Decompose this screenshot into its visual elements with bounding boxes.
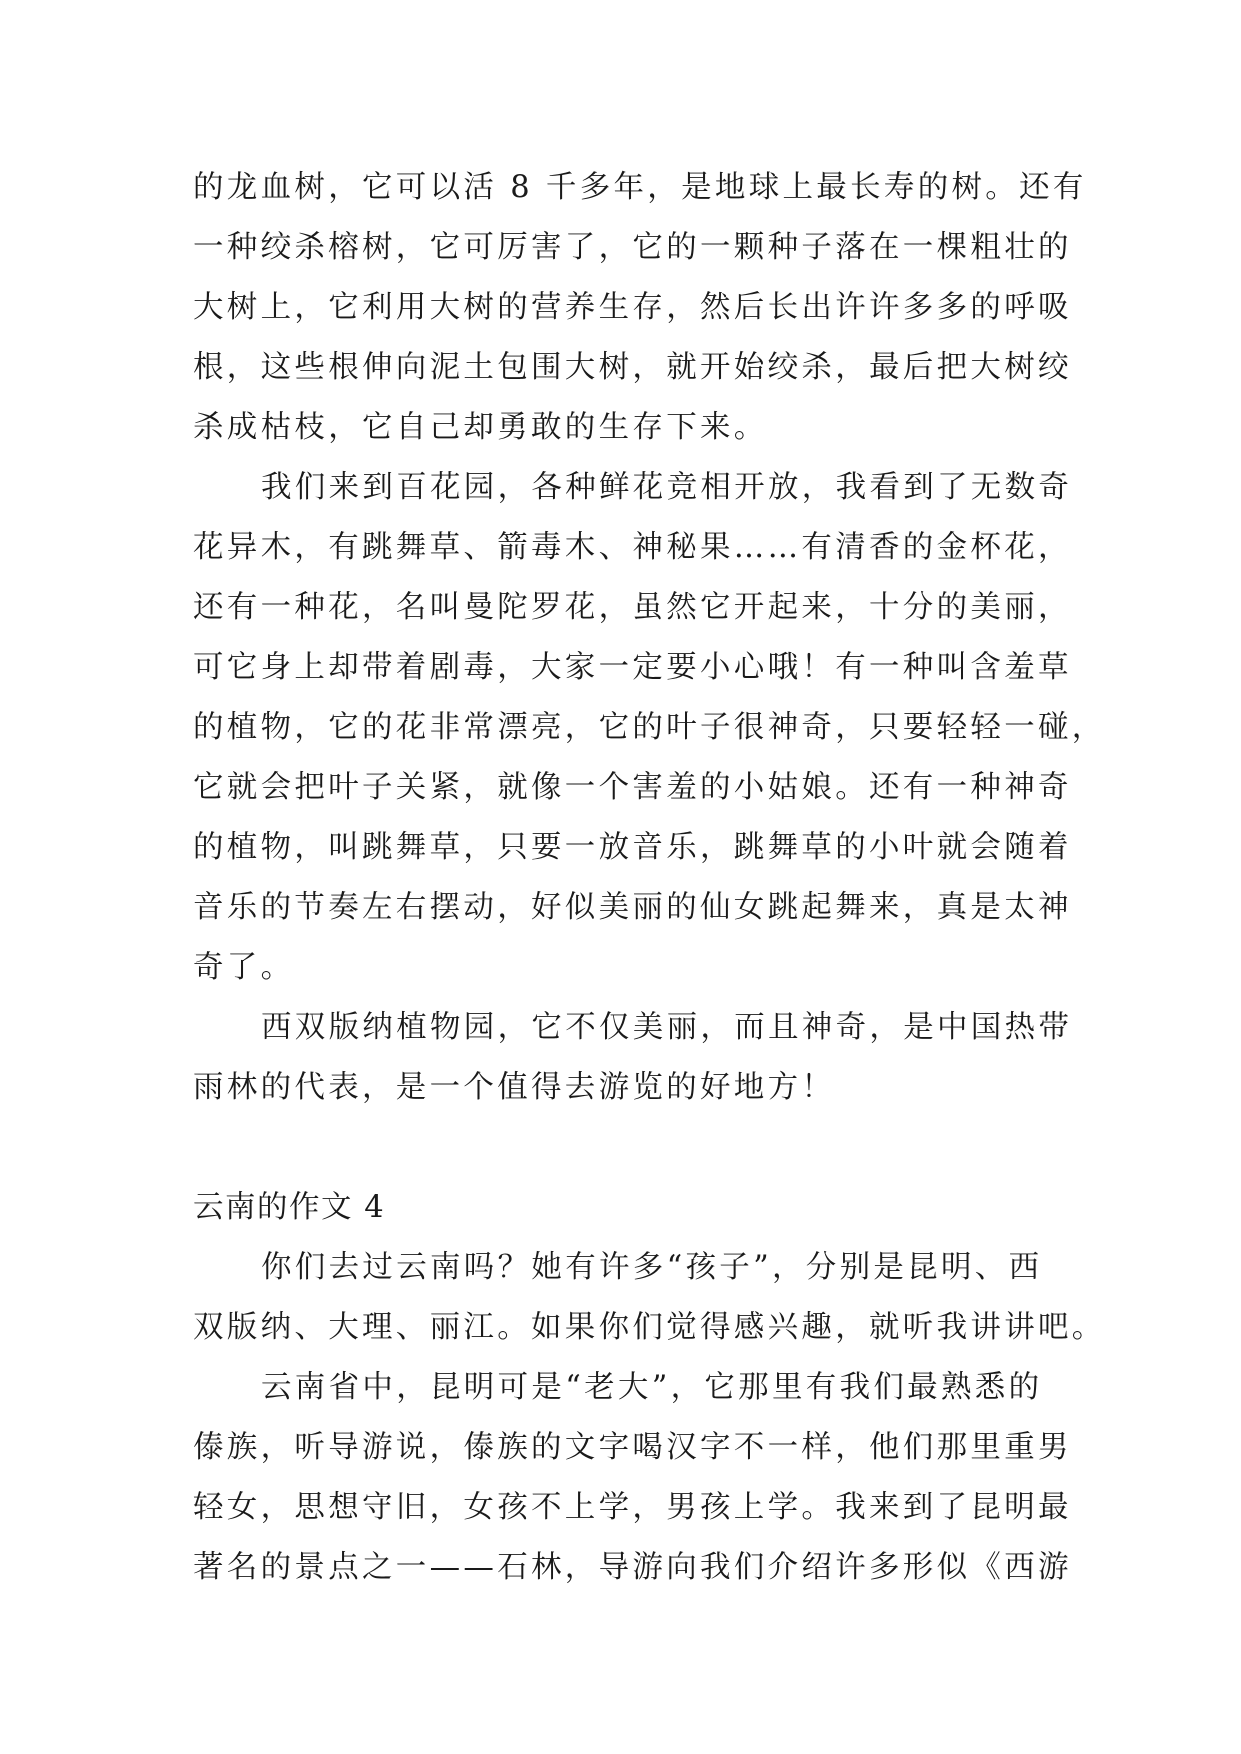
text-line: 音乐的节奏左右摆动，好似美丽的仙女跳起舞来，真是太神 [193, 890, 1072, 925]
text-line: 我们来到百花园，各种鲜花竞相开放，我看到了无数奇 [261, 470, 1073, 505]
text-line: 的龙血树，它可以活 8 千多年，是地球上最长寿的树。还有 [193, 170, 1087, 205]
text-line: 双版纳、大理、丽江。如果你们觉得感兴趣，就听我讲讲吧。 [193, 1310, 1106, 1345]
text-line: 西双版纳植物园，它不仅美丽，而且神奇，是中国热带 [261, 1010, 1073, 1045]
text-line: 花异木，有跳舞草、箭毒木、神秘果……有清香的金杯花， [193, 530, 1072, 565]
text-line: 雨林的代表，是一个值得去游览的好地方！ [193, 1070, 836, 1105]
document-body [193, 158, 1106, 1598]
text-line: 根，这些根伸向泥土包围大树，就开始绞杀，最后把大树绞 [193, 350, 1072, 385]
text-line: 杀成枯枝，它自己却勇敢的生存下来。 [193, 410, 768, 445]
text-line: 傣族，听导游说，傣族的文字喝汉字不一样，他们那里重男 [193, 1430, 1072, 1465]
text-line: 还有一种花，名叫曼陀罗花，虽然它开起来，十分的美丽， [193, 590, 1072, 625]
text-line: 大树上，它利用大树的营养生存，然后长出许许多多的呼吸 [193, 290, 1072, 325]
paragraph-flower-garden [193, 458, 1106, 998]
text-line: 轻女，思想守旧，女孩不上学，男孩上学。我来到了昆明最 [193, 1490, 1072, 1525]
paragraph-kunming [193, 1358, 1072, 1598]
text-line: 著名的景点之一——石林，导游向我们介绍许多形似《西游 [193, 1550, 1072, 1585]
text-line: 奇了。 [193, 950, 295, 985]
section-gap [193, 1118, 1063, 1178]
paragraph-intro [193, 1238, 1106, 1358]
text-line: 的植物，它的花非常漂亮，它的叶子很神奇，只要轻轻一碰， [193, 710, 1106, 745]
text-line: 一种绞杀榕树，它可厉害了，它的一颗种子落在一棵粗壮的 [193, 230, 1072, 265]
text-line: 云南省中，昆明可是“老大”，它那里有我们最熟悉的 [261, 1370, 1043, 1405]
text-line: 可它身上却带着剧毒，大家一定要小心哦！有一种叫含羞草 [193, 650, 1072, 685]
text-line: 它就会把叶子关紧，就像一个害羞的小姑娘。还有一种神奇 [193, 770, 1072, 805]
text-line: 你们去过云南吗？她有许多“孩子”，分别是昆明、西 [261, 1250, 1043, 1285]
text-line: 的植物，叫跳舞草，只要一放音乐，跳舞草的小叶就会随着 [193, 830, 1072, 865]
paragraph-dragon-blood-tree [193, 158, 1087, 458]
paragraph-closing [193, 998, 1073, 1118]
essay-title: 云南的作文 4 [193, 1190, 386, 1225]
